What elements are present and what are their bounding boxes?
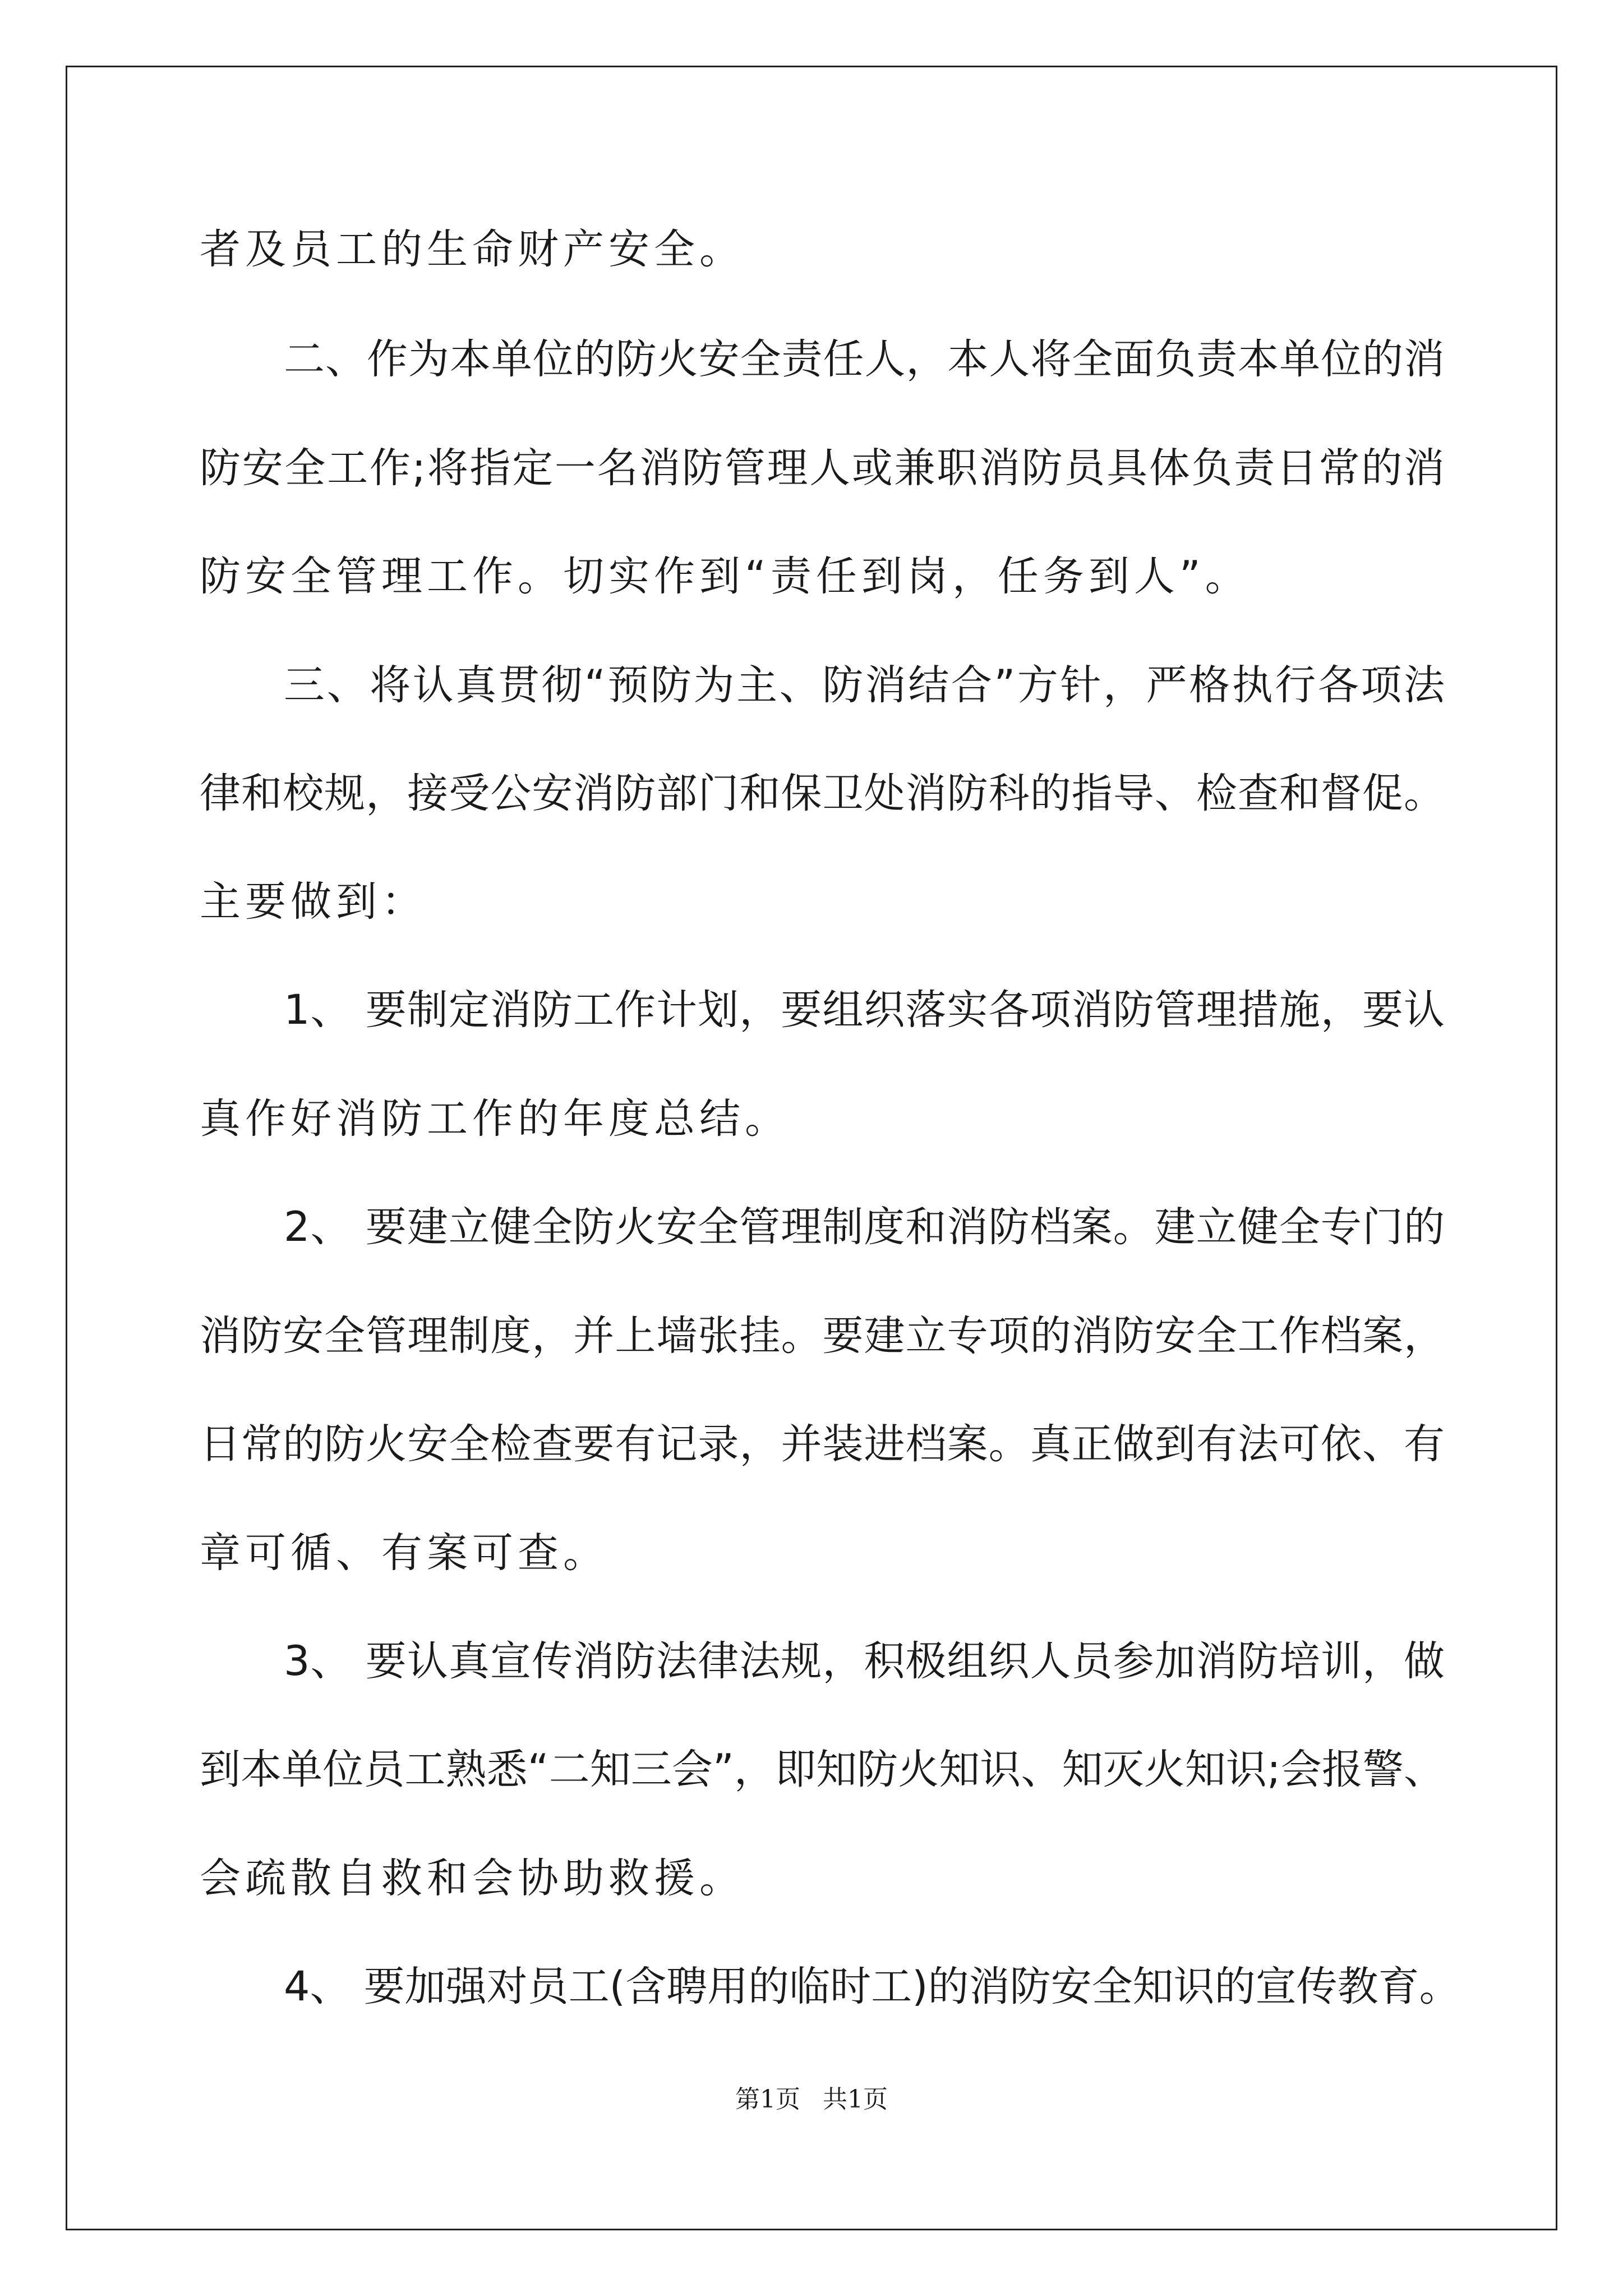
- total-pages: 共1页: [823, 2085, 888, 2114]
- text-line: 防安全工作;将指定一名消防管理人或兼职消防员具体负责日常的消: [200, 444, 1445, 492]
- text-line: 三、将认真贯彻“预防为主、防消结合”方针，严格执行各项法: [284, 661, 1445, 709]
- text-line: 2、 要建立健全防火安全管理制度和消防档案。建立健全专门的: [284, 1203, 1445, 1251]
- text-line: 章可循、有案可查。: [200, 1529, 608, 1577]
- text-line: 律和校规，接受公安消防部门和保卫处消防科的指导、检查和督促。: [200, 770, 1445, 817]
- text-line: 消防安全管理制度，并上墙张挂。要建立专项的消防安全工作档案，: [200, 1312, 1445, 1360]
- text-line: 防安全管理工作。切实作到“责任到岗，任务到人”。: [200, 553, 1251, 600]
- page-number: 第1页: [735, 2085, 800, 2114]
- text-line: 真作好消防工作的年度总结。: [200, 1095, 790, 1143]
- text-line: 二、作为本单位的防火安全责任人，本人将全面负责本单位的消: [284, 335, 1445, 383]
- text-line: 到本单位员工熟悉“二知三会”，即知防火知识、知灭火知识;会报警、: [200, 1746, 1445, 1793]
- text-line: 者及员工的生命财产安全。: [200, 226, 745, 273]
- text-line: 会疏散自救和会协助救援。: [200, 1855, 745, 1902]
- text-line: 主要做到：: [200, 878, 427, 926]
- page-footer: [0, 2083, 1623, 2116]
- text-line: 日常的防火安全检查要有记录，并装进档案。真正做到有法可依、有: [200, 1420, 1445, 1468]
- text-line: 4、 要加强对员工(含聘用的临时工)的消防安全知识的宣传教育。: [284, 1963, 1460, 2010]
- text-line: 3、 要认真宣传消防法律法规，积极组织人员参加消防培训，做: [284, 1637, 1445, 1685]
- text-line: 1、 要制定消防工作计划，要组织落实各项消防管理措施，要认: [284, 986, 1445, 1034]
